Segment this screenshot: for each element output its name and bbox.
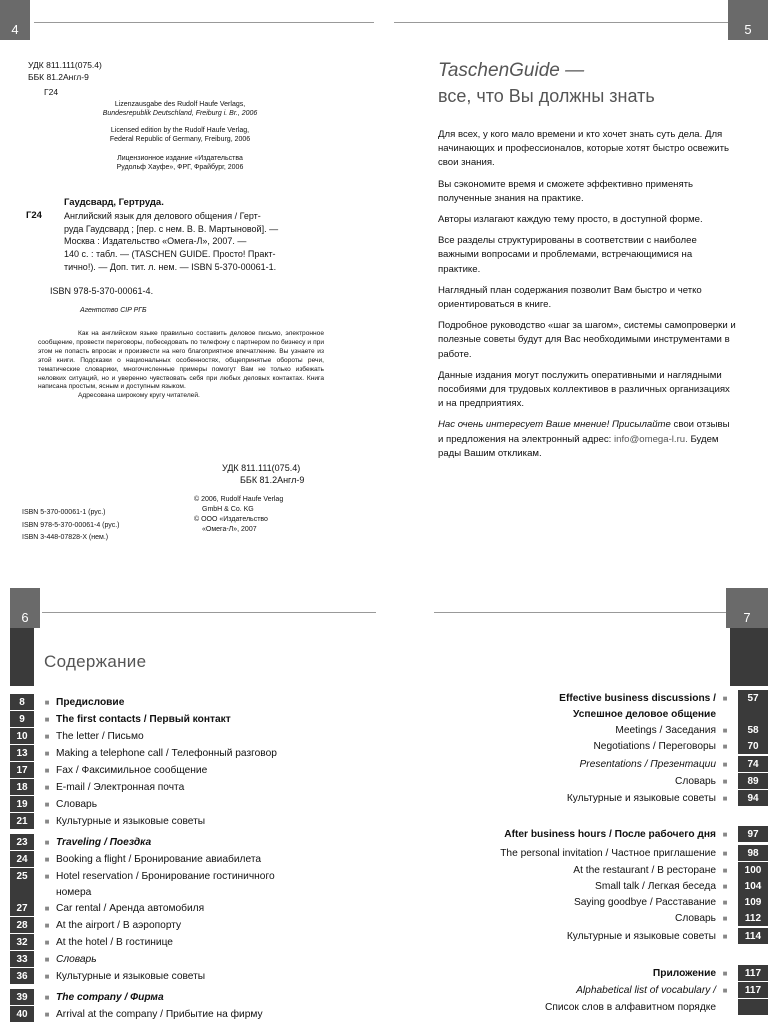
toc-page-number: 98	[738, 845, 768, 861]
toc-entry-label: Список слов в алфавитном порядке	[544, 1001, 716, 1013]
bullet-icon: ■	[722, 985, 728, 995]
toc-page-number: 100	[738, 862, 768, 878]
annotation-text: Как на английском языке правильно составить деловое письмо, электронное сообщение, провести переговоры, побеседовать по телефону с партнером по бизнесу и при этом не попасть впросак и произвести на него благоприятное впечатление. Вы узнаете из этой книги. Подсказки о национальных особенностях, общепринятые обороты речи, тематические словарики, многочисленные примеры помогут Вам не только избежать неловких ситуаций, но и уверенно чувствовать себя при любых деловых контактах. Книга написана простым, ясным и доступным языком.	[38, 330, 324, 391]
license-line: Federal Republic of Germany, Freiburg, 2006	[109, 136, 251, 143]
page-number: 7	[743, 610, 751, 625]
license-ru	[60, 154, 300, 172]
toc-entry-label: Making a telephone call / Телефонный разговор	[56, 747, 277, 759]
bullet-icon: ■	[44, 748, 50, 758]
bullet-icon: ■	[44, 1009, 50, 1019]
bullet-icon: ■	[44, 854, 50, 864]
toc-page-number: 28	[10, 917, 34, 933]
toc-entry[interactable]	[10, 968, 205, 984]
toc-page-number: 104	[738, 878, 768, 894]
toc-entry-label: Культурные и языковые советы	[56, 970, 206, 982]
code-top: Г24	[44, 87, 59, 97]
toc-entry-label: Культурные и языковые советы	[56, 815, 206, 827]
toc-entry[interactable]	[10, 989, 164, 1005]
toc-entry[interactable]	[10, 694, 124, 710]
sidebar-band	[730, 628, 768, 686]
bullet-icon: ■	[44, 937, 50, 947]
toc-entry-label: Alphabetical list of vocabulary /	[576, 984, 716, 996]
bullet-icon: ■	[722, 913, 728, 923]
paragraph: Авторы излагают каждую тему просто, в доступной форме.	[438, 214, 703, 226]
license-line: Licensed edition by the Rudolf Haufe Verlag,	[110, 127, 250, 134]
isbn-item: ISBN 3-448-07828-X (нем.)	[22, 534, 109, 541]
toc-entry[interactable]	[428, 738, 768, 754]
copyright-line: © ООО «Издательство	[194, 516, 268, 523]
toc-entry-label: The company / Фирма	[56, 991, 164, 1003]
toc-entry-label: After business hours / После рабочего дня	[504, 828, 716, 840]
toc-entry-label: Meetings / Заседания	[615, 724, 716, 736]
bullet-icon: ■	[722, 793, 728, 803]
toc-entry-label: Car rental / Аренда автомобиля	[56, 902, 205, 914]
toc-page-number: 33	[10, 951, 34, 967]
annotation	[38, 330, 324, 401]
toc-entry-label: Arrival at the company / Прибытие на фирму	[56, 1008, 263, 1020]
isbn-line: ISBN 978-5-370-00061-4.	[50, 286, 154, 296]
bbk-top: ББК 81.2Англ-9	[28, 72, 89, 82]
toc-entry[interactable]	[10, 813, 205, 829]
toc-entry-label: Словарь	[56, 798, 98, 810]
license-line: Bundesrepublik Deutschland, Freiburg i. Br., 2006	[102, 110, 258, 117]
toc-page-number: 27	[10, 900, 34, 916]
license-line: Лицензионное издание «Издательства	[117, 155, 243, 162]
bullet-icon: ■	[44, 920, 50, 930]
toc-entry-label: The letter / Письмо	[56, 730, 144, 742]
toc-entry[interactable]	[10, 868, 275, 884]
toc-entry-label: Traveling / Поездка	[56, 836, 152, 848]
bbk-bottom: ББК 81.2Англ-9	[240, 475, 305, 485]
copyright-line: GmbH & Co. KG	[202, 506, 254, 513]
bullet-icon: ■	[722, 776, 728, 786]
toc-entry-label: E-mail / Электронная почта	[56, 781, 185, 793]
toc-entry-label: Культурные и языковые советы	[566, 930, 716, 942]
toc-entry[interactable]	[428, 790, 768, 806]
license-en	[60, 126, 300, 144]
toc-entry-label: Fax / Факсимильное сообщение	[56, 764, 208, 776]
page-number: 6	[21, 610, 29, 625]
toc-entry-label: Успешное деловое общение	[573, 708, 716, 720]
desc-line: 140 с. : табл. — (TASCHEN GUIDE. Просто! Практ-	[64, 249, 276, 260]
toc-entry[interactable]	[428, 965, 768, 981]
toc-page-number: 58	[738, 722, 768, 738]
toc-entry[interactable]	[428, 845, 768, 861]
bullet-icon: ■	[722, 865, 728, 875]
toc-entry[interactable]	[10, 917, 181, 933]
toc-page-number: 9	[10, 711, 34, 727]
toc-page-number: 25	[10, 868, 34, 884]
toc-entry[interactable]	[428, 826, 768, 842]
toc-entry[interactable]	[10, 951, 97, 967]
author-name: Гаудсвард, Гертруда.	[64, 197, 164, 208]
cip-agency: Агентство CIP РГБ	[80, 307, 147, 314]
toc-entry[interactable]	[428, 894, 768, 910]
header-rule	[34, 22, 374, 23]
isbn-list	[22, 507, 120, 545]
toc-page-number: 36	[10, 968, 34, 984]
paragraph: Все разделы структурированы в соответствии с наиболее важными вопросами и проблемами, встречающимися на практике.	[438, 235, 697, 275]
toc-page-number: 39	[10, 989, 34, 1005]
desc-line: Москва : Издательство «Омега-Л», 2007. —	[64, 236, 247, 247]
toc-page-number: 21	[10, 813, 34, 829]
udk-bottom-block	[222, 462, 304, 486]
paragraph: Наглядный план содержания позволит Вам быстро и четко ориентироваться в книге.	[438, 284, 702, 311]
toc-entry-label: Presentations / Презентации	[579, 758, 716, 770]
paragraph: Данные издания могут послужить оперативными и наглядными пособиями для трудовых коллективов в различных организациях и на предприятиях.	[438, 369, 730, 410]
toc-entry[interactable]	[428, 982, 768, 998]
desc-line: руда Гаудсвард ; [пер. с нем. В. В. Мартыновой]. —	[64, 223, 279, 234]
bullet-icon: ■	[722, 759, 728, 769]
header-rule	[394, 22, 728, 23]
sidebar-band	[10, 628, 34, 686]
toc-entry-label: Negotiations / Переговоры	[593, 740, 716, 752]
toc-entry[interactable]	[10, 1006, 263, 1022]
toc-entry[interactable]	[10, 834, 151, 850]
toc-entry-label: Словарь	[674, 775, 716, 787]
toc-entry-label: At the restaurant / В ресторане	[573, 864, 716, 876]
toc-entry[interactable]	[428, 862, 768, 878]
toc-entry[interactable]	[428, 999, 768, 1015]
bullet-icon: ■	[722, 897, 728, 907]
feedback-paragraph	[438, 418, 736, 461]
toc-page-number: 18	[10, 779, 34, 795]
toc-entry[interactable]	[428, 690, 768, 706]
toc-entry[interactable]	[10, 934, 173, 950]
email-link[interactable]: info@omega-l.ru.	[614, 433, 688, 445]
bullet-icon: ■	[44, 714, 50, 724]
bullet-icon: ■	[44, 816, 50, 826]
toc-entry-label: At the airport / В аэропорту	[56, 919, 182, 931]
toc-entry-label: номера	[56, 886, 92, 898]
copyright-line: © 2006, Rudolf Haufe Verlag	[194, 496, 284, 503]
toc-entry-label: Предисловие	[56, 696, 125, 708]
toc-page-number: 57	[738, 690, 768, 706]
bullet-icon: ■	[722, 693, 728, 703]
toc-page-number: 89	[738, 773, 768, 789]
bullet-icon: ■	[44, 971, 50, 981]
header-rule	[42, 612, 376, 613]
toc-entry-label: At the hotel / В гостинице	[56, 936, 173, 948]
paragraph: Подробное руководство «шаг за шагом», системы самопроверки и полезные советы будут для Вас необходимыми инструментами в работе.	[438, 320, 736, 360]
toc-entry-label: Small talk / Легкая беседа	[595, 880, 716, 892]
isbn-item: ISBN 978-5-370-00061-4 (рус.)	[22, 521, 120, 529]
toc-page-number: 109	[738, 894, 768, 910]
toc-entry-label: Booking a flight / Бронирование авиабилета	[56, 853, 262, 865]
toc-page-number: 70	[738, 738, 768, 754]
toc-page-number: 40	[10, 1006, 34, 1022]
toc-entry-label: The first contacts / Первый контакт	[56, 713, 231, 725]
page-number-tab	[0, 0, 30, 40]
bullet-icon: ■	[44, 903, 50, 913]
desc-line: тично!). — Доп. тит. л. нем. — ISBN 5-370-00061-1.	[64, 261, 277, 272]
bullet-icon: ■	[44, 799, 50, 809]
udk-bottom: УДК 811.111(075.4)	[222, 463, 301, 473]
copyright-notices	[194, 495, 283, 535]
toc-page-number: 13	[10, 745, 34, 761]
toc-entry[interactable]	[10, 779, 184, 795]
toc-entry[interactable]	[428, 773, 768, 789]
page-number-tab	[726, 588, 768, 628]
toc-entry-label: Приложение	[652, 967, 716, 979]
bullet-icon: ■	[44, 954, 50, 964]
bullet-icon: ■	[44, 782, 50, 792]
toc-page-number: 19	[10, 796, 34, 812]
toc-page-number: 17	[10, 762, 34, 778]
toc-entry[interactable]	[10, 900, 204, 916]
toc-page-number: 117	[738, 982, 768, 998]
toc-page-number: 24	[10, 851, 34, 867]
bullet-icon: ■	[44, 871, 50, 881]
page-number-tab	[728, 0, 768, 40]
toc-entry[interactable]	[428, 756, 768, 772]
desc-line: Английский язык для делового общения / Герт-	[64, 211, 261, 221]
toc-entry[interactable]	[10, 745, 277, 761]
toc-entry-label: Effective business discussions /	[559, 692, 716, 704]
series-title: TaschenGuide —	[438, 60, 585, 81]
toc-page-number: 97	[738, 826, 768, 842]
toc-page-number	[738, 999, 768, 1015]
toc-entry[interactable]	[428, 878, 768, 894]
udk-top: УДК 811.111(075.4)	[28, 60, 102, 70]
toc-entry[interactable]	[10, 884, 91, 900]
toc-title: Содержание	[44, 652, 147, 671]
bullet-icon: ■	[44, 765, 50, 775]
feedback-text: свои отзывы и предложения на электронный адрес:	[438, 419, 730, 445]
paragraph: Для всех, у кого мало времени и кто хочет знать суть дела. Для начинающих и профессионалов, которые хотят быстро освежить свои знания.	[438, 129, 730, 169]
toc-entry-label: Словарь	[674, 912, 716, 924]
bullet-icon: ■	[722, 725, 728, 735]
toc-entry[interactable]	[428, 722, 768, 738]
toc-entry[interactable]	[10, 796, 97, 812]
feedback-italic: Нас очень интересует Ваше мнение! Присылайте	[438, 419, 671, 431]
bibliographic-description	[64, 210, 326, 274]
feedback-end: Будем рады Вашим откликам.	[438, 433, 719, 459]
toc-page-number: 112	[738, 910, 768, 926]
bullet-icon: ■	[44, 697, 50, 707]
toc-page-number	[738, 706, 768, 722]
bullet-icon: ■	[722, 931, 728, 941]
toc-entry-label: Saying goodbye / Расставание	[573, 896, 716, 908]
bullet-icon: ■	[44, 837, 50, 847]
bullet-icon: ■	[722, 968, 728, 978]
copyright-line: «Омега-Л», 2007	[202, 526, 257, 533]
audience: Адресована широкому кругу читателей.	[78, 392, 200, 400]
isbn-item: ISBN 5-370-00061-1 (рус.)	[22, 509, 106, 516]
license-line: Lizenzausgabe des Rudolf Haufe Verlags,	[114, 101, 246, 108]
page-number: 4	[11, 22, 19, 37]
bullet-icon: ■	[722, 829, 728, 839]
toc-page-number: 117	[738, 965, 768, 981]
toc-entry[interactable]	[10, 851, 261, 867]
header-rule	[434, 612, 728, 613]
series-subtitle: все, что Вы должны знать	[438, 86, 655, 106]
bullet-icon: ■	[722, 848, 728, 858]
toc-entry[interactable]	[10, 762, 207, 778]
bullet-icon: ■	[722, 741, 728, 751]
license-line: Рудольф Хауфе», ФРГ, Фрайбург, 2006	[116, 164, 244, 171]
toc-page-number: 10	[10, 728, 34, 744]
intro-text	[438, 128, 736, 461]
toc-page-number: 32	[10, 934, 34, 950]
toc-entry[interactable]	[10, 728, 144, 744]
toc-entry-label: Hotel reservation / Бронирование гостиничного	[56, 870, 275, 882]
toc-page-number: 8	[10, 694, 34, 710]
toc-page-number: 74	[738, 756, 768, 772]
code-entry: Г24	[26, 210, 42, 221]
bullet-icon: ■	[722, 881, 728, 891]
toc-page-number: 23	[10, 834, 34, 850]
toc-page-number: 94	[738, 790, 768, 806]
toc-entry[interactable]	[428, 706, 768, 722]
toc-entry[interactable]	[428, 928, 768, 944]
page-number: 5	[744, 22, 752, 37]
toc-entry[interactable]	[10, 711, 231, 727]
bullet-icon: ■	[44, 992, 50, 1002]
toc-entry-label: Культурные и языковые советы	[566, 792, 716, 804]
page-number-tab	[10, 588, 40, 628]
toc-entry-label: Словарь	[56, 953, 97, 965]
toc-entry[interactable]	[428, 910, 768, 926]
paragraph: Вы сэкономите время и сможете эффективно применять полученные знания на практике.	[438, 178, 694, 204]
toc-page-number: 114	[738, 928, 768, 944]
bullet-icon: ■	[44, 731, 50, 741]
toc-page-number	[10, 884, 34, 900]
license-de	[60, 100, 300, 118]
toc-entry-label: The personal invitation / Частное приглашение	[500, 847, 716, 859]
